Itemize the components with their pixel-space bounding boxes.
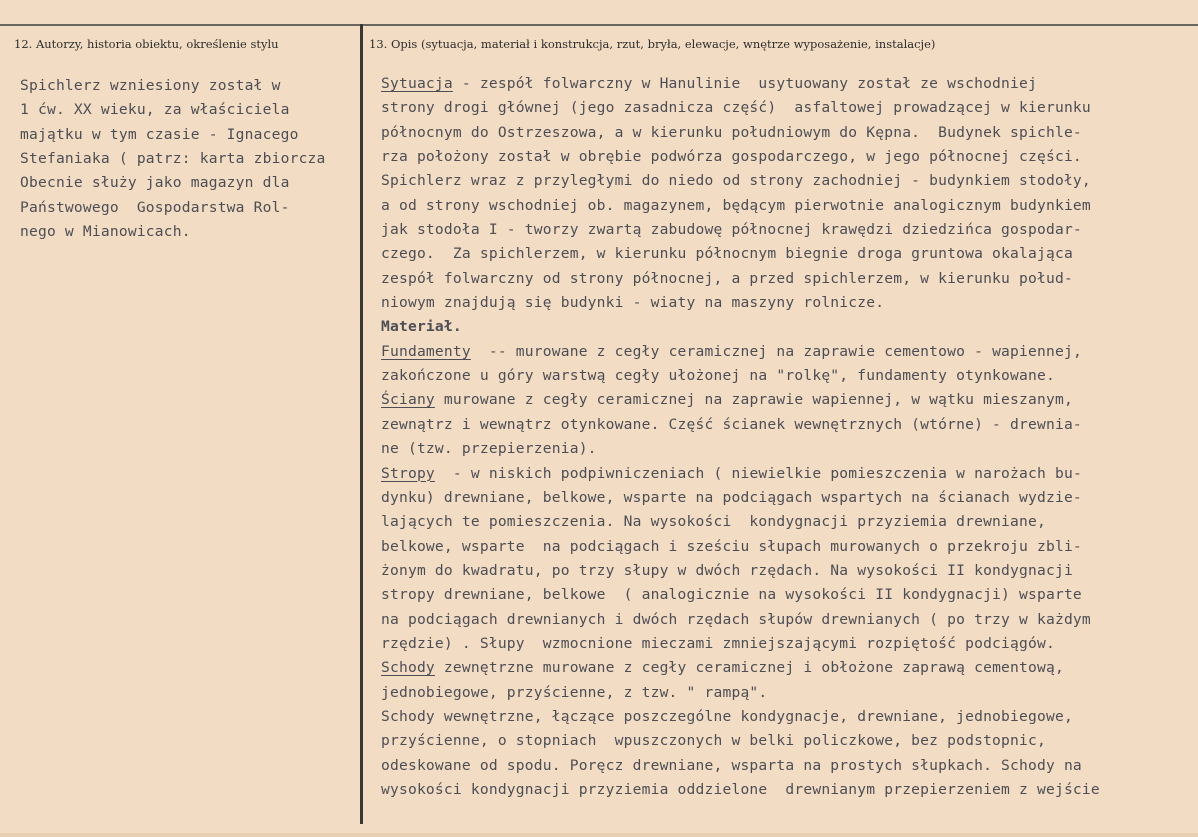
text-line [381, 656, 1100, 680]
line-text: czego. Za spichlerzem, w kierunku północnym biegnie droga gruntowa okalająca [381, 245, 1073, 263]
text-line [381, 72, 1100, 96]
section-12-text [20, 74, 326, 244]
text-line [381, 510, 1100, 534]
line-text: jak stodoła I - tworzy zwartą zabudowę północnej krawędzi dziedzińca gospodar- [381, 221, 1082, 239]
text-line [381, 364, 1100, 388]
line-text: zewnętrzne murowane z cegły ceramicznej i obłożone zaprawą cementową, [434, 659, 1064, 677]
text-line [381, 291, 1100, 315]
underlined-heading: Fundamenty [381, 342, 471, 360]
line-text: - w niskich podpiwniczeniach ( niewielkie pomieszczenia w narożach bu- [434, 464, 1082, 482]
text-line [381, 632, 1100, 656]
section-12-header: 12. Autorzy, historia obiektu, określenie stylu [14, 37, 279, 51]
line-text: Schody wewnętrzne, łączące poszczególne kondygnacje, drewniane, jednobiegowe, [381, 707, 1073, 725]
text-line: 1 ćw. XX wieku, za właściciela [20, 101, 290, 119]
line-text: jednobiegowe, przyścienne, z tzw. " rampą". [381, 683, 768, 701]
line-text: przyścienne, o stopniach wpuszczonych w belki policzkowe, bez podstopnic, [381, 732, 1046, 750]
text-line [381, 315, 1100, 339]
line-text: niowym znajdują się budynki - wiaty na maszyny rolnicze. [381, 294, 885, 312]
text-line [381, 729, 1100, 753]
text-line: Spichlerz wzniesiony został w [20, 77, 281, 94]
line-text: strony drogi głównej (jego zasadnicza część) asfaltowej prowadzącej w kierunku [381, 99, 1091, 117]
text-line [381, 754, 1100, 778]
line-text: dynku) drewniane, belkowe, wsparte na podciągach wspartych na ścianach wydzie- [381, 488, 1082, 506]
line-text: a od strony wschodniej ob. magazynem, będącym pierwotnie analogicznym budynkiem [381, 196, 1091, 214]
text-line [381, 413, 1100, 437]
line-text: belkowe, wsparte na podciągach i sześciu słupach murowanych o przekroju zbli- [381, 537, 1082, 555]
line-text: na podciągach drewnianych i dwóch rzędach słupów drewnianych ( po trzy w każdym [381, 610, 1091, 628]
line-text: odeskowane od spodu. Poręcz drewniane, wsparta na prostych słupkach. Schody na [381, 756, 1082, 774]
text-line [381, 778, 1100, 802]
line-text: północnym do Ostrzeszowa, a w kierunku południowym do Kępna. Budynek spichle- [381, 123, 1082, 141]
sheet-bottom-edge [0, 833, 1198, 837]
text-line [381, 705, 1100, 729]
text-line [381, 242, 1100, 266]
line-text: - zespół folwarczny w Hanulinie usytuowany został ze wschodniej [452, 75, 1037, 92]
underlined-heading: Stropy [381, 464, 435, 482]
text-line [381, 267, 1100, 291]
text-line: Państwowego Gospodarstwa Rol- [20, 198, 290, 216]
text-line: Obecnie służy jako magazyn dla [20, 174, 290, 192]
underlined-heading: Schody [381, 659, 435, 677]
underlined-heading: Ściany [381, 391, 435, 409]
underlined-heading: Sytuacja [381, 75, 453, 92]
text-line [381, 388, 1100, 412]
text-line [381, 218, 1100, 242]
text-line [381, 486, 1100, 510]
text-line [381, 194, 1100, 218]
text-line [381, 462, 1100, 486]
text-line [381, 608, 1100, 632]
line-text: zespół folwarczny od strony północnej, a przed spichlerzem, w kierunku połud- [381, 269, 1073, 287]
subsection-heading: Materiał. [381, 318, 462, 336]
text-line [381, 340, 1100, 364]
line-text: wysokości kondygnacji przyziemia oddzielone drewnianym przepierzeniem z wejście [381, 780, 1100, 798]
text-line [381, 681, 1100, 705]
text-line [381, 583, 1100, 607]
line-text: rzędzie) . Słupy wzmocnione mieczami zmniejszającymi rozpiętość podciągów. [381, 634, 1055, 652]
line-text: zakończone u góry warstwą cegły ułożonej na "rolkę", fundamenty otynkowane. [381, 367, 1055, 385]
section-13-text [381, 72, 1100, 802]
line-text: stropy drewniane, belkowe ( analogicznie na wysokości II kondygnacji) wsparte [381, 586, 1082, 604]
line-text: ne (tzw. przepierzenia). [381, 440, 597, 458]
text-line: nego w Mianowicach. [20, 223, 191, 241]
line-text: zewnątrz i wewnątrz otynkowane. Część ścianek wewnętrznych (wtórne) - drewnia- [381, 415, 1082, 433]
header-divider [0, 24, 1198, 26]
line-text: Spichlerz wraz z przyległymi do niedo od strony zachodniej - budynkiem stodoły, [381, 172, 1091, 190]
text-line [381, 169, 1100, 193]
text-line [381, 96, 1100, 120]
text-line: majątku w tym czasie - Ignacego [20, 125, 299, 143]
text-line [381, 437, 1100, 461]
text-line [381, 559, 1100, 583]
section-13-header: 13. Opis (sytuacja, materiał i konstrukcja, rzut, bryła, elewacje, wnętrze wyposażenie, instalacje) [369, 37, 936, 51]
text-line [381, 535, 1100, 559]
line-text: murowane z cegły ceramicznej na zaprawie wapiennej, w wątku mieszanym, [434, 391, 1073, 409]
line-text: lających te pomieszczenia. Na wysokości kondygnacji przyziemia drewniane, [381, 513, 1046, 531]
column-divider [360, 24, 363, 824]
line-text: rza położony został w obrębie podwórza gospodarczego, w jego północnej części. [381, 148, 1082, 166]
text-line [381, 145, 1100, 169]
text-line: Stefaniaka ( patrz: karta zbiorcza [20, 150, 326, 168]
text-line [381, 121, 1100, 145]
line-text: -- murowane z cegły ceramicznej na zaprawie cementowo - wapiennej, [470, 342, 1082, 360]
line-text: żonym do kwadratu, po trzy słupy w dwóch rzędach. Na wysokości II kondygnacji [381, 561, 1073, 579]
